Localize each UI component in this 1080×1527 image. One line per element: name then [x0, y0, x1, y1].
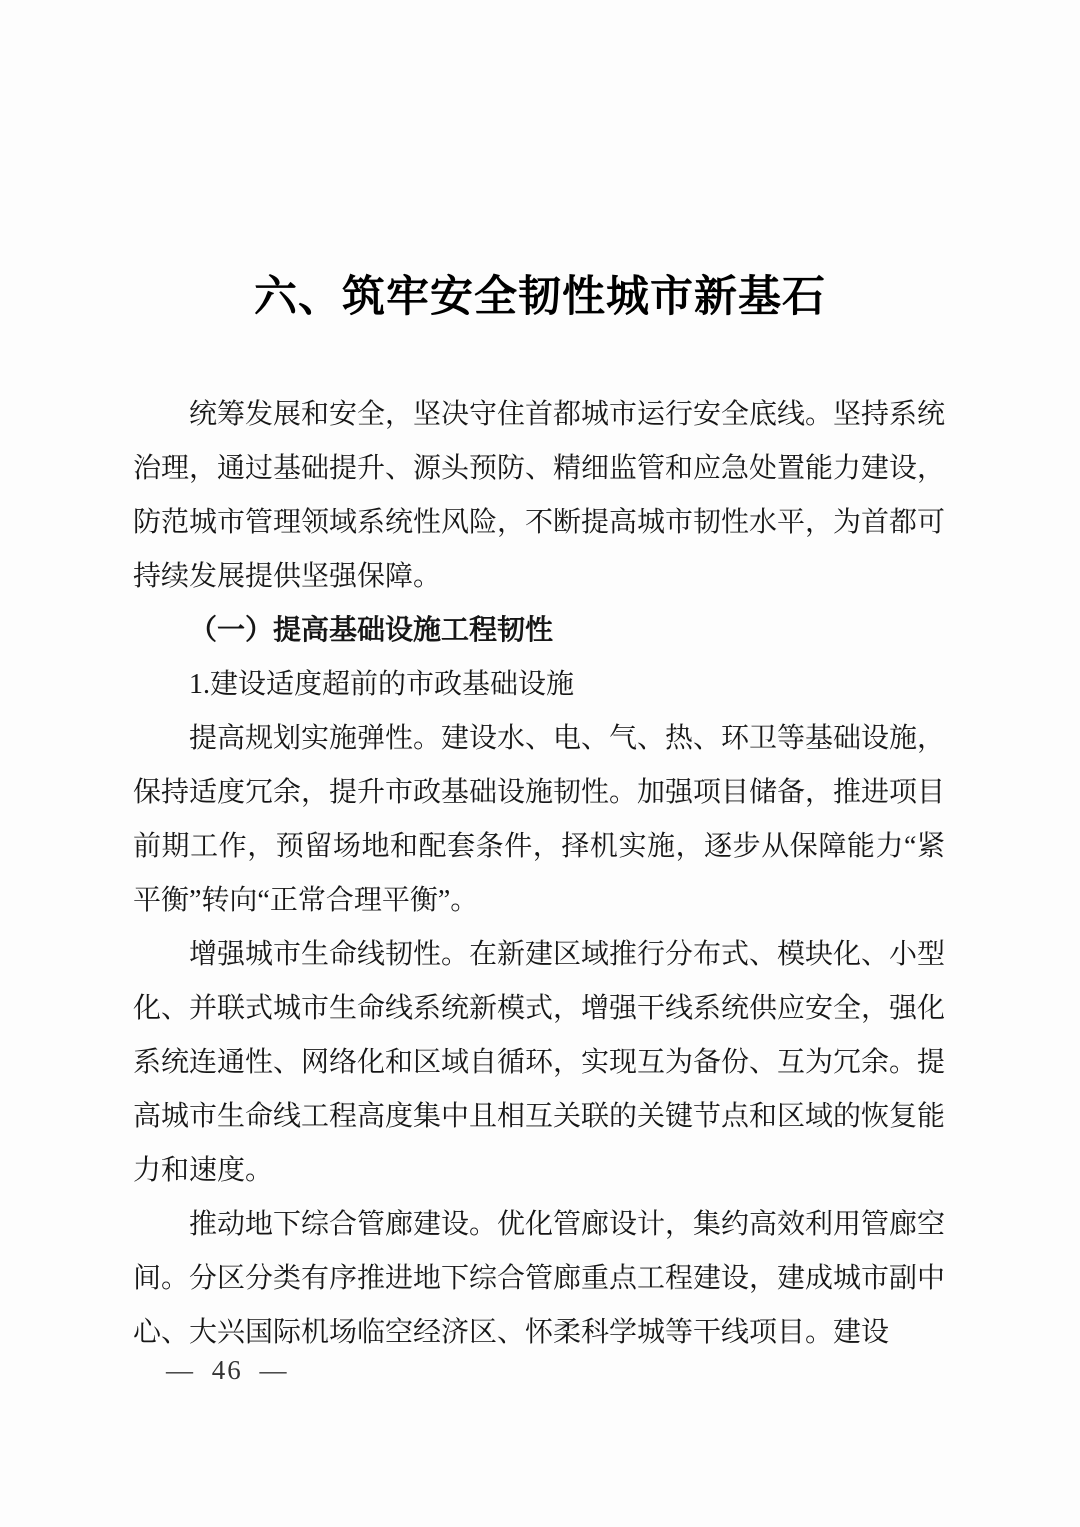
document-body	[133, 388, 945, 1360]
page-title: 六、筑牢安全韧性城市新基石	[254, 274, 826, 321]
body-paragraph: 增强城市生命线韧性。在新建区域推行分布式、模块化、小型化、并联式城市生命线系统新模式，增强干线系统供应安全，强化系统连通性、网络化和区域自循环，实现互为备份、互为冗余。提高城市生命线工程高度集中且相互关联的关键节点和区域的恢复能力和速度。	[133, 939, 946, 1186]
body-paragraph: 统筹发展和安全，坚决守住首都城市运行安全底线。坚持系统治理，通过基础提升、源头预防、精细监管和应急处置能力建设，防范城市管理领域系统性风险，不断提高城市韧性水平，为首都可持续发展提供坚强保障。	[133, 399, 946, 592]
body-paragraph: 提高规划实施弹性。建设水、电、气、热、环卫等基础设施，保持适度冗余，提升市政基础设施韧性。加强项目储备，推进项目前期工作，预留场地和配套条件，择机实施，逐步从保障能力“紧平衡”转向“正常合理平衡”。	[133, 723, 946, 916]
section-heading: （一）提高基础设施工程韧性	[189, 615, 554, 646]
body-paragraph: 推动地下综合管廊建设。优化管廊设计，集约高效利用管廊空间。分区分类有序推进地下综合管廊重点工程建设，建成城市副中心、大兴国际机场临空经济区、怀柔科学城等干线项目。建设	[133, 1209, 946, 1348]
page-number: — 46 —	[166, 1355, 289, 1385]
sub-heading: 1.建设适度超前的市政基础设施	[189, 669, 575, 700]
